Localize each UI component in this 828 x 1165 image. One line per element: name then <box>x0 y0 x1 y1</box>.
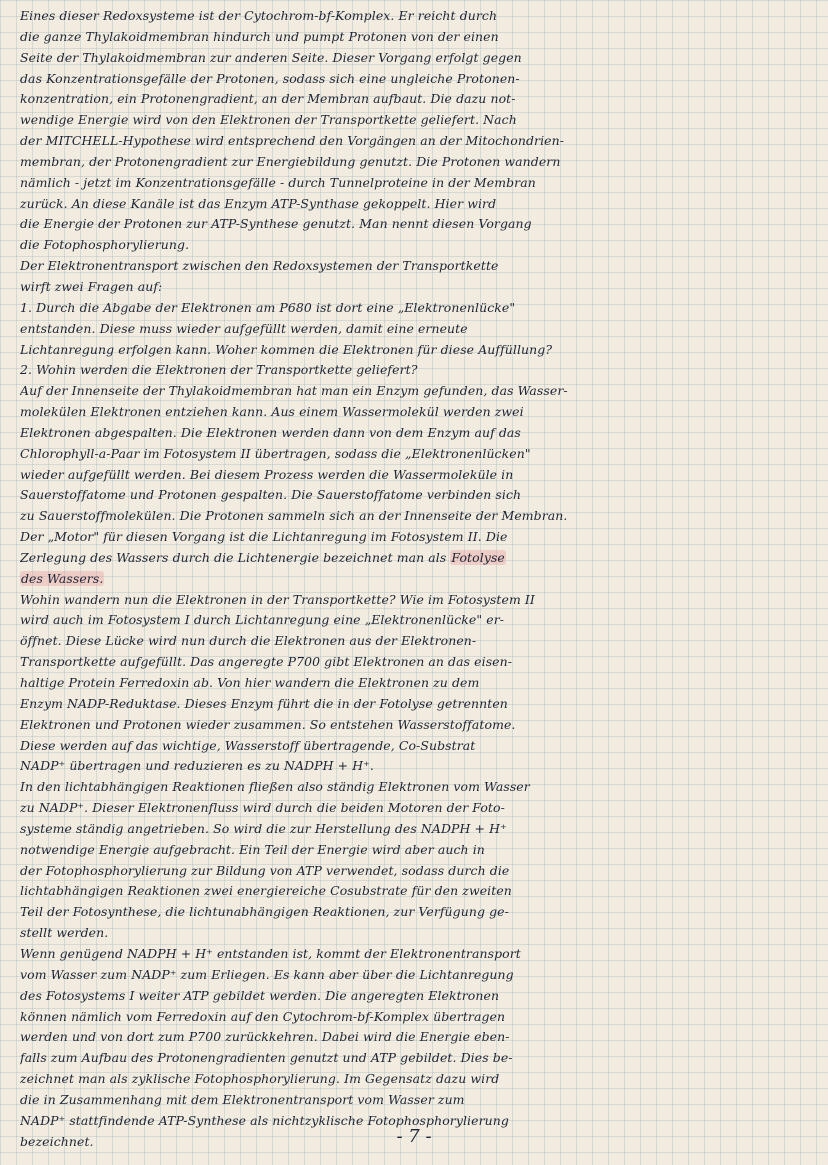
text-line: haltige Protein Ferredoxin ab. Von hier wandern die Elektronen zu dem <box>20 675 480 690</box>
text-line: 2. Wohin werden die Elektronen der Transportkette geliefert? <box>20 362 418 378</box>
text-line: nämlich - jetzt im Konzentrationsgefälle - durch Tunnelproteine in der Membran <box>20 174 536 190</box>
text-line: entstanden. Diese muss wieder aufgefüllt werden, damit eine erneute <box>20 320 468 336</box>
text-line: Elektronen abgespalten. Die Elektronen werden dann von dem Enzym auf das <box>20 424 521 440</box>
text-line: molekülen Elektronen entziehen kann. Aus einem Wassermolekül werden zwei <box>20 404 524 420</box>
highlighted-phrase: Fotolyse <box>451 549 505 565</box>
text-line: Auf der Innenseite der Thylakoidmembran hat man ein Enzym gefunden, das Wasser- <box>20 383 568 399</box>
text-line: Seite der Thylakoidmembran zur anderen Seite. Dieser Vorgang erfolgt gegen <box>20 49 522 65</box>
text-line: Elektronen und Protonen wieder zusammen. So entstehen Wasserstoffatome. <box>20 716 516 732</box>
text-line: Teil der Fotosynthese, die lichtunabhängigen Reaktionen, zur Verfügung ge- <box>20 904 509 920</box>
text-line: Transportkette aufgefüllt. Das angeregte P700 gibt Elektronen an das eisen- <box>20 654 513 670</box>
text-line: bezeichnet. <box>20 1133 94 1149</box>
text-line: können nämlich vom Ferredoxin auf den Cytochrom-bf-Komplex übertragen <box>20 1008 506 1024</box>
text-line: Enzym NADP-Reduktase. Dieses Enzym führt die in der Fotolyse getrennten <box>20 695 508 711</box>
text-line: die in Zusammenhang mit dem Elektronentransport vom Wasser zum <box>20 1091 465 1107</box>
text-line: öffnet. Diese Lücke wird nun durch die Elektronen aus der Elektronen- <box>20 633 477 649</box>
text-line: Sauerstoffatome und Protonen gespalten. Die Sauerstoffatome verbinden sich <box>20 487 522 503</box>
text-line: des Fotosystems I weiter ATP gebildet werden. Die angeregten Elektronen <box>20 987 500 1003</box>
highlighted-phrase: des Wassers. <box>21 570 104 586</box>
text-line: die Energie der Protonen zur ATP-Synthese genutzt. Man nennt diesen Vorgang <box>20 216 532 232</box>
text-line: Diese werden auf das wichtige, Wasserstoff übertragende, Co-Substrat <box>20 737 476 753</box>
text-line: NADP⁺ übertragen und reduzieren es zu NADPH + H⁺. <box>20 758 374 774</box>
text-line: das Konzentrationsgefälle der Protonen, sodass sich eine ungleiche Protonen- <box>20 70 520 86</box>
text-line: die ganze Thylakoidmembran hindurch und pumpt Protonen von der einen <box>20 28 499 44</box>
text-line: zeichnet man als zyklische Fotophosphorylierung. Im Gegensatz dazu wird <box>20 1071 500 1087</box>
text-line: Der „Motor" für diesen Vorgang ist die Lichtanregung im Fotosystem II. Die <box>20 529 508 545</box>
text-line: werden und von dort zum P700 zurückkehren. Dabei wird die Energie eben- <box>20 1029 510 1045</box>
text-line: In den lichtabhängigen Reaktionen fließen also ständig Elektronen vom Wasser <box>20 779 530 795</box>
text-line: falls zum Aufbau des Protonengradienten genutzt und ATP gebildet. Dies be- <box>20 1050 513 1066</box>
text-line: lichtabhängigen Reaktionen zwei energiereiche Cosubstrate für den zweiten <box>20 883 512 899</box>
text-line: wirft zwei Fragen auf: <box>20 278 163 294</box>
text-line: systeme ständig angetrieben. So wird die zur Herstellung des NADPH + H⁺ <box>20 820 507 836</box>
handwritten-text <box>20 6 818 1152</box>
text-line: Lichtanregung erfolgen kann. Woher kommen die Elektronen für diese Auffüllung? <box>20 341 553 357</box>
text-line: die Fotophosphorylierung. <box>20 237 190 253</box>
text-line: membran, der Protonengradient zur Energiebildung genutzt. Die Protonen wandern <box>20 153 561 169</box>
text-line: 1. Durch die Abgabe der Elektronen am P680 ist dort eine „Elektronenlücke" <box>20 299 516 315</box>
text-line: NADP⁺ stattfindende ATP-Synthese als nichtzyklische Fotophosphorylierung <box>20 1112 509 1128</box>
text-line: konzentration, ein Protonengradient, an der Membran aufbaut. Die dazu not- <box>20 91 516 107</box>
page-number: - 7 - <box>396 1126 432 1147</box>
text-line: wendige Energie wird von den Elektronen der Transportkette geliefert. Nach <box>20 112 517 128</box>
text-line: der MITCHELL-Hypothese wird entsprechend den Vorgängen an der Mitochondrien- <box>20 133 565 149</box>
text-line <box>20 569 818 590</box>
text-line: zu Sauerstoffmolekülen. Die Protonen sammeln sich an der Innenseite der Membran. <box>20 508 568 524</box>
text-line: Wohin wandern nun die Elektronen in der Transportkette? Wie im Fotosystem II <box>20 591 535 607</box>
text-line: stellt werden. <box>20 925 109 941</box>
text-line: Eines dieser Redoxsysteme ist der Cytochrom-bf-Komplex. Er reicht durch <box>20 8 498 23</box>
text-line: Wenn genügend NADPH + H⁺ entstanden ist, kommt der Elektronentransport <box>20 945 521 961</box>
text-line: wieder aufgefüllt werden. Bei diesem Prozess werden die Wassermoleküle in <box>20 466 514 482</box>
text-line: Chlorophyll-a-Paar im Fotosystem II übertragen, sodass die „Elektronenlücken" <box>20 445 531 461</box>
text-line: wird auch im Fotosystem I durch Lichtanregung eine „Elektronenlücke" er- <box>20 612 505 628</box>
text-line: zu NADP⁺. Dieser Elektronenfluss wird durch die beiden Motoren der Foto- <box>20 800 505 816</box>
text-line: notwendige Energie aufgebracht. Ein Teil der Energie wird aber auch in <box>20 841 485 857</box>
text-line: Zerlegung des Wassers durch die Lichtenergie bezeichnet man als Fotolyse <box>20 549 505 565</box>
text-line: zurück. An diese Kanäle ist das Enzym ATP-Synthase gekoppelt. Hier wird <box>20 195 497 211</box>
text-line: Der Elektronentransport zwischen den Redoxsystemen der Transportkette <box>20 258 499 274</box>
text-line: der Fotophosphorylierung zur Bildung von ATP verwendet, sodass durch die <box>20 862 510 878</box>
text-line: vom Wasser zum NADP⁺ zum Erliegen. Es kann aber über die Lichtanregung <box>20 966 514 982</box>
